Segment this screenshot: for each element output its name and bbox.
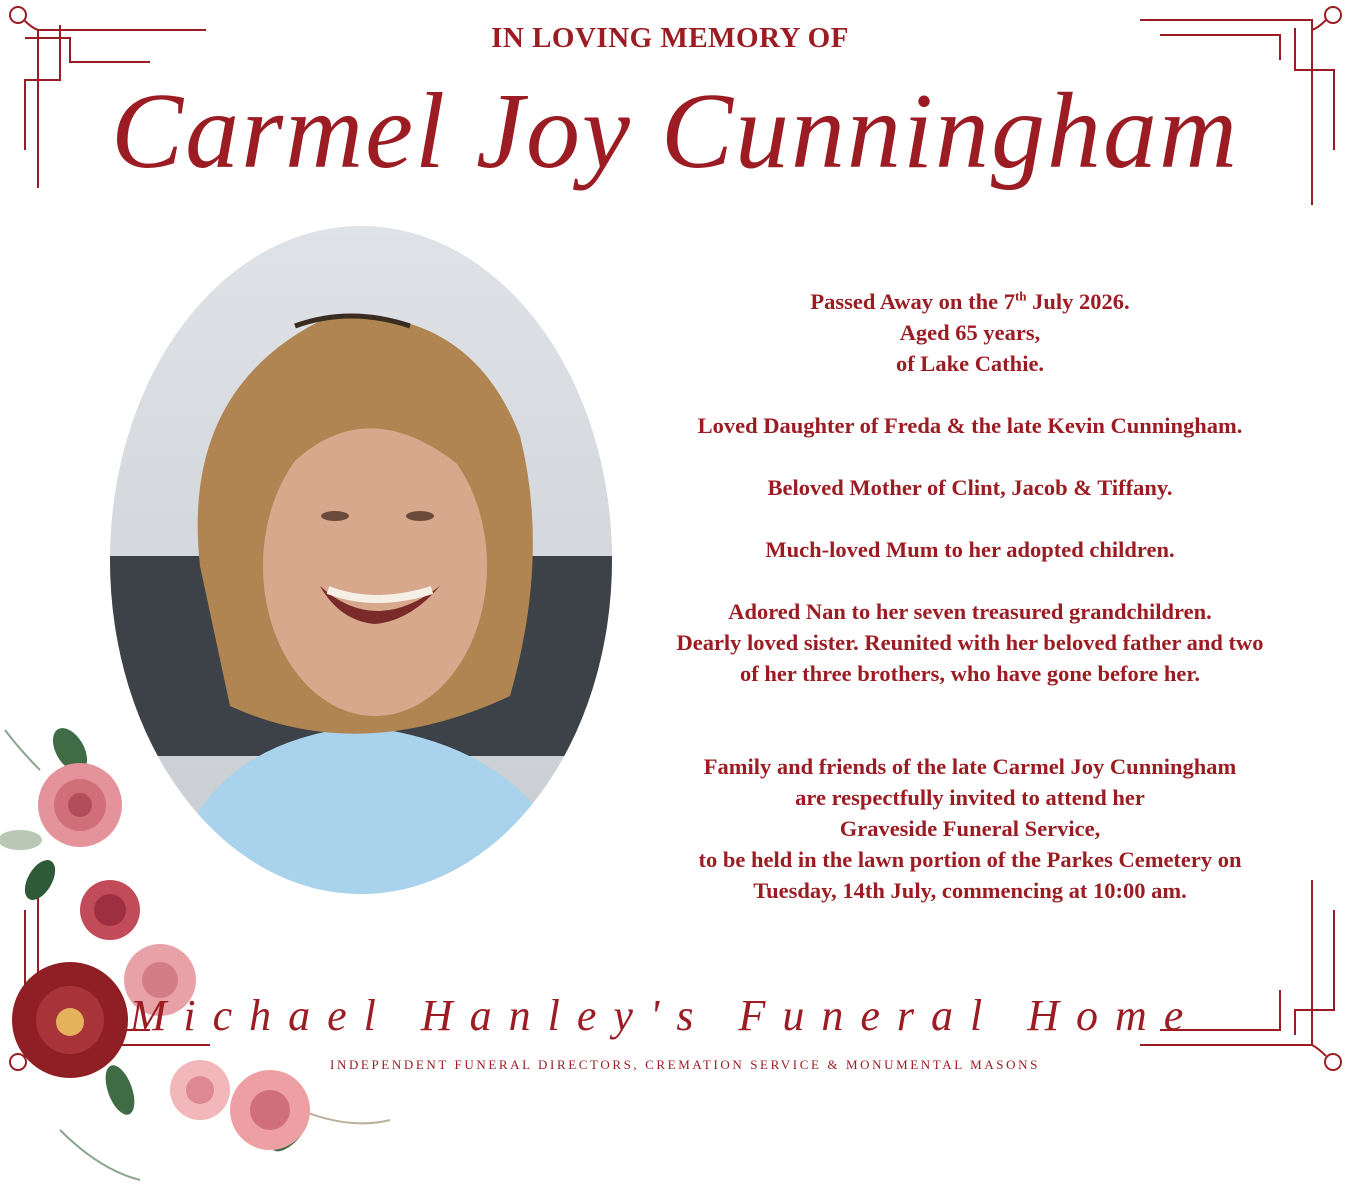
sister-line-2: of her three brothers, who have gone before her. — [740, 661, 1200, 686]
funeral-home-name: Michael Hanley's Funeral Home — [129, 991, 1201, 1040]
service-type: Graveside Funeral Service, — [839, 816, 1101, 841]
portrait-photo — [110, 226, 612, 894]
funeral-home-tagline: INDEPENDENT FUNERAL DIRECTORS, CREMATION SERVICE & MONUMENTAL MASONS — [330, 1057, 1040, 1072]
portrait-area — [0, 220, 640, 980]
daughter-line: Loved Daughter of Freda & the late Kevin Cunningham. — [697, 413, 1243, 438]
location-line: of Lake Cathie. — [895, 351, 1045, 376]
service-line: Family and friends of the late Carmel Joy Cunningham — [703, 754, 1237, 779]
deceased-name: Carmel Joy Cunningham — [111, 72, 1239, 191]
age-line: Aged 65 years, — [899, 320, 1041, 345]
service-line: are respectfully invited to attend her — [795, 785, 1145, 810]
service-location: to be held in the lawn portion of the Parkes Cemetery on — [698, 847, 1242, 872]
sister-line: Dearly loved sister. Reunited with her beloved father and two — [676, 630, 1264, 655]
passed-line: Passed Away on the 7th July 2026. — [810, 288, 1130, 314]
portrait-image — [110, 226, 612, 894]
service-datetime: Tuesday, 14th July, commencing at 10:00 am. — [753, 878, 1187, 903]
mother-line: Beloved Mother of Clint, Jacob & Tiffany. — [767, 475, 1173, 500]
memorial-heading: IN LOVING MEMORY OF — [491, 22, 849, 54]
mum-line: Much-loved Mum to her adopted children. — [765, 537, 1175, 562]
nan-line: Adored Nan to her seven treasured grandchildren. — [728, 599, 1212, 624]
obituary-details — [630, 286, 1310, 906]
